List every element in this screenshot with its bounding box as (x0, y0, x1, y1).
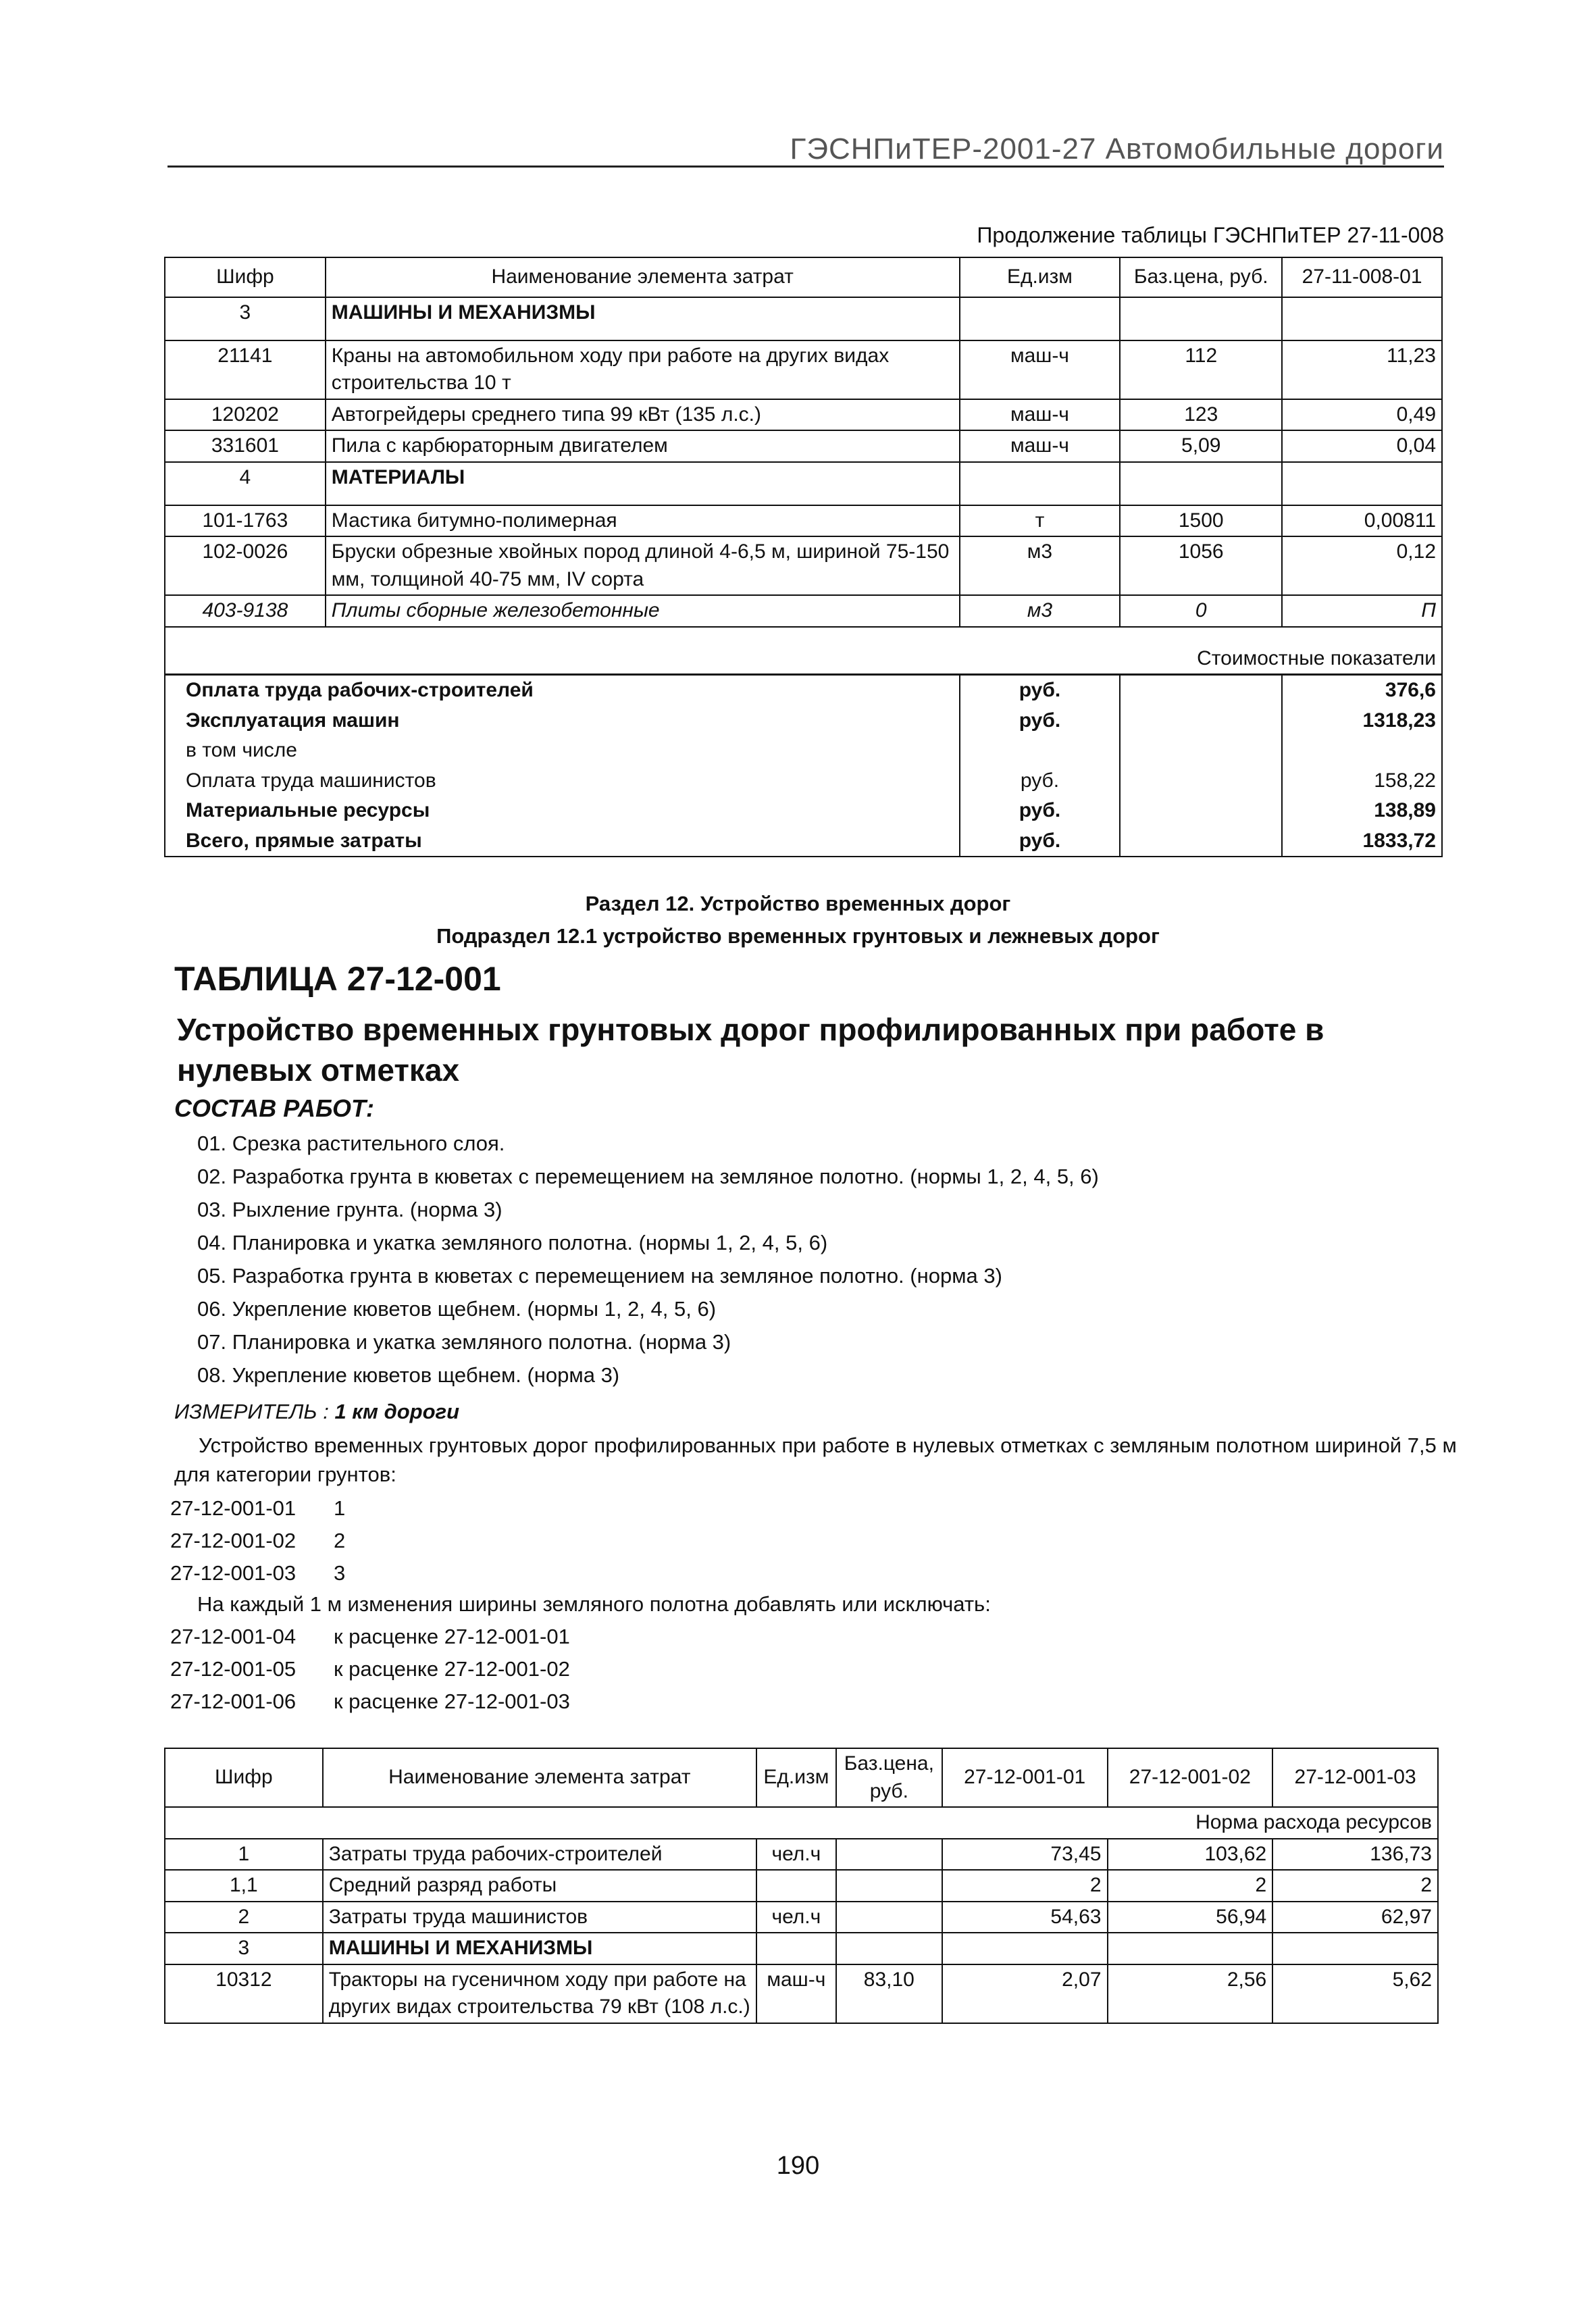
running-header: ГЭСНПиТЕР-2001-27 Автомобильные дороги (790, 132, 1444, 166)
table-row (165, 1902, 1438, 1933)
cell-unit (960, 297, 1121, 340)
cell-price: 1056 (1120, 536, 1282, 595)
rate-text: 3 (334, 1561, 346, 1585)
cost-name: Всего, прямые затраты (165, 826, 960, 857)
cost-row (165, 826, 1442, 857)
cell-unit: м3 (960, 536, 1121, 595)
code-list-a (170, 1496, 345, 1594)
rate-text: 1 (334, 1496, 346, 1520)
cell-code: 403-9138 (165, 595, 326, 627)
table-title: ТАБЛИЦА 27-12-001 (174, 960, 501, 998)
cost-row (165, 736, 1442, 766)
cost-empty (1120, 826, 1282, 857)
cell-value-01 (942, 1933, 1108, 1964)
cost-row (165, 796, 1442, 826)
col-header-norm-03: 27-12-001-03 (1272, 1748, 1438, 1807)
cell-unit (756, 1933, 836, 1964)
cell-unit: маш-ч (756, 1964, 836, 2023)
cell-unit: т (960, 505, 1121, 537)
measure-label: ИЗМЕРИТЕЛЬ : (174, 1400, 329, 1423)
cost-unit: руб. (960, 675, 1121, 706)
cell-value: 0,04 (1282, 430, 1442, 462)
cell-code: 2 (165, 1902, 323, 1933)
col-header-code: Шифр (165, 1748, 323, 1807)
work-item: 04. Планировка и укатка земляного полотна. (нормы 1, 2, 4, 5, 6) (197, 1231, 828, 1254)
cell-name: Мастика битумно-полимерная (326, 505, 960, 537)
cell-name: Плиты сборные железобетонные (326, 595, 960, 627)
cost-empty (1120, 766, 1282, 796)
cost-name: Материальные ресурсы (165, 796, 960, 826)
code-line (170, 1561, 345, 1594)
cost-empty (1120, 675, 1282, 706)
rate-text: к расценке 27-12-001-02 (334, 1657, 570, 1681)
cost-unit: руб. (960, 706, 1121, 736)
cell-name: МАТЕРИАЛЫ (326, 462, 960, 505)
col-header-norm: 27-11-008-01 (1282, 257, 1442, 297)
cell-price (1120, 297, 1282, 340)
cost-value: 1318,23 (1282, 706, 1442, 736)
continuation-caption: Продолжение таблицы ГЭСНПиТЕР 27-11-008 (977, 223, 1444, 247)
work-item: 03. Рыхление грунта. (норма 3) (197, 1198, 503, 1221)
cost-unit: руб. (960, 826, 1121, 857)
cost-value: 138,89 (1282, 796, 1442, 826)
cell-price: 123 (1120, 399, 1282, 431)
cell-price (836, 1839, 942, 1871)
cell-value-03: 2 (1272, 1870, 1438, 1902)
cell-value-02: 2,56 (1108, 1964, 1273, 2023)
table-body (165, 257, 1442, 857)
cell-price (836, 1902, 942, 1933)
cell-value-02: 56,94 (1108, 1902, 1273, 1933)
cell-value: 0,49 (1282, 399, 1442, 431)
cost-empty (1120, 796, 1282, 826)
subsection-title: Подраздел 12.1 устройство временных грунтовых и лежневых дорог (436, 924, 1160, 948)
cell-code: 3 (165, 1933, 323, 1964)
rate-text: к расценке 27-12-001-03 (334, 1689, 570, 1713)
cell-value (1282, 462, 1442, 505)
work-item: 06. Укрепление кюветов щебнем. (нормы 1, 2, 4, 5, 6) (197, 1297, 717, 1321)
cell-price (836, 1933, 942, 1964)
cell-value-02 (1108, 1933, 1273, 1964)
table-row (165, 505, 1442, 537)
col-header-name: Наименование элемента затрат (323, 1748, 756, 1807)
code-line (170, 1657, 570, 1689)
cell-name: Автогрейдеры среднего типа 99 кВт (135 л.с.) (326, 399, 960, 431)
cell-name: МАШИНЫ И МЕХАНИЗМЫ (323, 1933, 756, 1964)
rate-text: к расценке 27-12-001-01 (334, 1625, 570, 1648)
per-meter-note: На каждый 1 м изменения ширины земляного полотна добавлять или исключать: (197, 1592, 991, 1616)
table-body (165, 1748, 1438, 2023)
section-title: Раздел 12. Устройство временных дорог (585, 892, 1011, 915)
cell-value-02: 2 (1108, 1870, 1273, 1902)
work-composition-label: СОСТАВ РАБОТ: (174, 1094, 374, 1122)
table-row (165, 595, 1442, 627)
cell-unit: маш-ч (960, 430, 1121, 462)
cell-value-01: 73,45 (942, 1839, 1108, 1871)
table-heading: Устройство временных грунтовых дорог профилированных при работе в нулевых отметках (177, 1012, 1324, 1088)
cell-value (1282, 297, 1442, 340)
cell-value-01: 2,07 (942, 1964, 1108, 2023)
cell-name: Пила с карбюраторным двигателем (326, 430, 960, 462)
cell-name: Тракторы на гусеничном ходу при работе на других видах строительства 79 кВт (108 л.с.) (323, 1964, 756, 2023)
cell-name: Затраты труда машинистов (323, 1902, 756, 1933)
col-header-code: Шифр (165, 257, 326, 297)
table-27-11-008 (164, 257, 1443, 857)
cell-name: МАШИНЫ И МЕХАНИЗМЫ (326, 297, 960, 340)
cell-code: 331601 (165, 430, 326, 462)
cell-unit (960, 462, 1121, 505)
cell-value: 0,12 (1282, 536, 1442, 595)
cost-value: 158,22 (1282, 766, 1442, 796)
cost-unit (960, 736, 1121, 766)
norm-caption-spacer (165, 1807, 942, 1839)
cost-empty (1120, 736, 1282, 766)
code-line (170, 1689, 570, 1722)
cell-code: 21141 (165, 340, 326, 399)
cost-row (165, 675, 1442, 706)
cell-code: 3 (165, 297, 326, 340)
rate-code: 27-12-001-03 (170, 1561, 297, 1585)
cell-code: 4 (165, 462, 326, 505)
cell-value-03 (1272, 1933, 1438, 1964)
cell-price: 5,09 (1120, 430, 1282, 462)
cell-unit: чел.ч (756, 1902, 836, 1933)
cost-value: 376,6 (1282, 675, 1442, 706)
cost-caption-row (165, 627, 1442, 675)
page-number: 190 (776, 2152, 820, 2180)
col-header-norm-02: 27-12-001-02 (1108, 1748, 1273, 1807)
cell-code: 102-0026 (165, 536, 326, 595)
cell-code: 1,1 (165, 1870, 323, 1902)
rate-code: 27-12-001-05 (170, 1657, 297, 1681)
measure-line (174, 1400, 459, 1424)
work-item: 01. Срезка растительного слоя. (197, 1132, 505, 1155)
cost-value (1282, 736, 1442, 766)
cost-name: Оплата труда машинистов (165, 766, 960, 796)
cell-value: П (1282, 595, 1442, 627)
col-header-price: Баз.цена, руб. (1120, 257, 1282, 297)
cost-row (165, 766, 1442, 796)
norm-caption-row (165, 1807, 1438, 1839)
cost-unit: руб. (960, 796, 1121, 826)
cell-code: 101-1763 (165, 505, 326, 537)
cell-name: Краны на автомобильном ходу при работе на других видах строительства 10 т (326, 340, 960, 399)
header-rule (168, 166, 1444, 168)
cell-value-03: 5,62 (1272, 1964, 1438, 2023)
cell-value-02: 103,62 (1108, 1839, 1273, 1871)
cell-unit (756, 1870, 836, 1902)
rate-code: 27-12-001-06 (170, 1689, 297, 1713)
table-row (165, 1964, 1438, 2023)
table-row (165, 1839, 1438, 1871)
code-line (170, 1529, 345, 1561)
cost-empty (1120, 706, 1282, 736)
col-header-unit: Ед.изм (756, 1748, 836, 1807)
table-row (165, 462, 1442, 505)
cell-unit: чел.ч (756, 1839, 836, 1871)
cost-caption: Стоимостные показатели (165, 627, 1442, 675)
description: Устройство временных грунтовых дорог профилированных при работе в нулевых отметках с земляным полотном шириной 7,5 м для категории грунтов: (174, 1433, 1457, 1487)
work-item: 08. Укрепление кюветов щебнем. (норма 3) (197, 1363, 620, 1387)
work-item: 05. Разработка грунта в кюветах с перемещением на земляное полотно. (норма 3) (197, 1264, 1002, 1288)
cell-name: Затраты труда рабочих-строителей (323, 1839, 756, 1871)
cell-unit: маш-ч (960, 340, 1121, 399)
cell-value-01: 54,63 (942, 1902, 1108, 1933)
col-header-unit: Ед.изм (960, 257, 1121, 297)
rate-text: 2 (334, 1529, 346, 1552)
cell-price: 0 (1120, 595, 1282, 627)
col-header-price: Баз.цена, руб. (836, 1748, 942, 1807)
cell-value-03: 136,73 (1272, 1839, 1438, 1871)
rate-code: 27-12-001-02 (170, 1529, 297, 1552)
cell-price: 112 (1120, 340, 1282, 399)
table-row (165, 297, 1442, 340)
cell-value: 11,23 (1282, 340, 1442, 399)
cell-price: 83,10 (836, 1964, 942, 2023)
cell-code: 1 (165, 1839, 323, 1871)
table-27-12-001 (164, 1748, 1439, 2024)
cell-name: Средний разряд работы (323, 1870, 756, 1902)
cell-unit: м3 (960, 595, 1121, 627)
table-row (165, 430, 1442, 462)
table-header-row (165, 257, 1442, 297)
cost-row (165, 706, 1442, 736)
cell-code: 10312 (165, 1964, 323, 2023)
table-header-row (165, 1748, 1438, 1807)
cost-name: Оплата труда рабочих-строителей (165, 675, 960, 706)
work-item: 02. Разработка грунта в кюветах с перемещением на земляное полотно. (нормы 1, 2, 4, 5, 6) (197, 1165, 1099, 1188)
cell-price (1120, 462, 1282, 505)
table-row (165, 340, 1442, 399)
cost-unit: руб. (960, 766, 1121, 796)
cell-name: Бруски обрезные хвойных пород длиной 4-6,5 м, шириной 75-150 мм, толщиной 40-75 мм, IV сорта (326, 536, 960, 595)
work-list (197, 1132, 1099, 1396)
cell-unit: маш-ч (960, 399, 1121, 431)
cost-value: 1833,72 (1282, 826, 1442, 857)
table-row (165, 536, 1442, 595)
cell-value-03: 62,97 (1272, 1902, 1438, 1933)
cost-name: Эксплуатация машин (165, 706, 960, 736)
cell-value: 0,00811 (1282, 505, 1442, 537)
table-row (165, 1933, 1438, 1964)
cell-price: 1500 (1120, 505, 1282, 537)
table-row (165, 1870, 1438, 1902)
rate-code: 27-12-001-04 (170, 1625, 297, 1648)
code-line (170, 1496, 345, 1529)
work-item: 07. Планировка и укатка земляного полотна. (норма 3) (197, 1330, 731, 1354)
code-line (170, 1625, 570, 1657)
rate-code: 27-12-001-01 (170, 1496, 297, 1520)
cost-name: в том числе (165, 736, 960, 766)
col-header-name: Наименование элемента затрат (326, 257, 960, 297)
cell-price (836, 1870, 942, 1902)
col-header-norm-01: 27-12-001-01 (942, 1748, 1108, 1807)
table-row (165, 399, 1442, 431)
cell-value-01: 2 (942, 1870, 1108, 1902)
norm-caption: Норма расхода ресурсов (942, 1807, 1438, 1839)
code-list-b (170, 1625, 570, 1722)
cell-code: 120202 (165, 399, 326, 431)
measure-value: 1 км дороги (334, 1400, 460, 1423)
